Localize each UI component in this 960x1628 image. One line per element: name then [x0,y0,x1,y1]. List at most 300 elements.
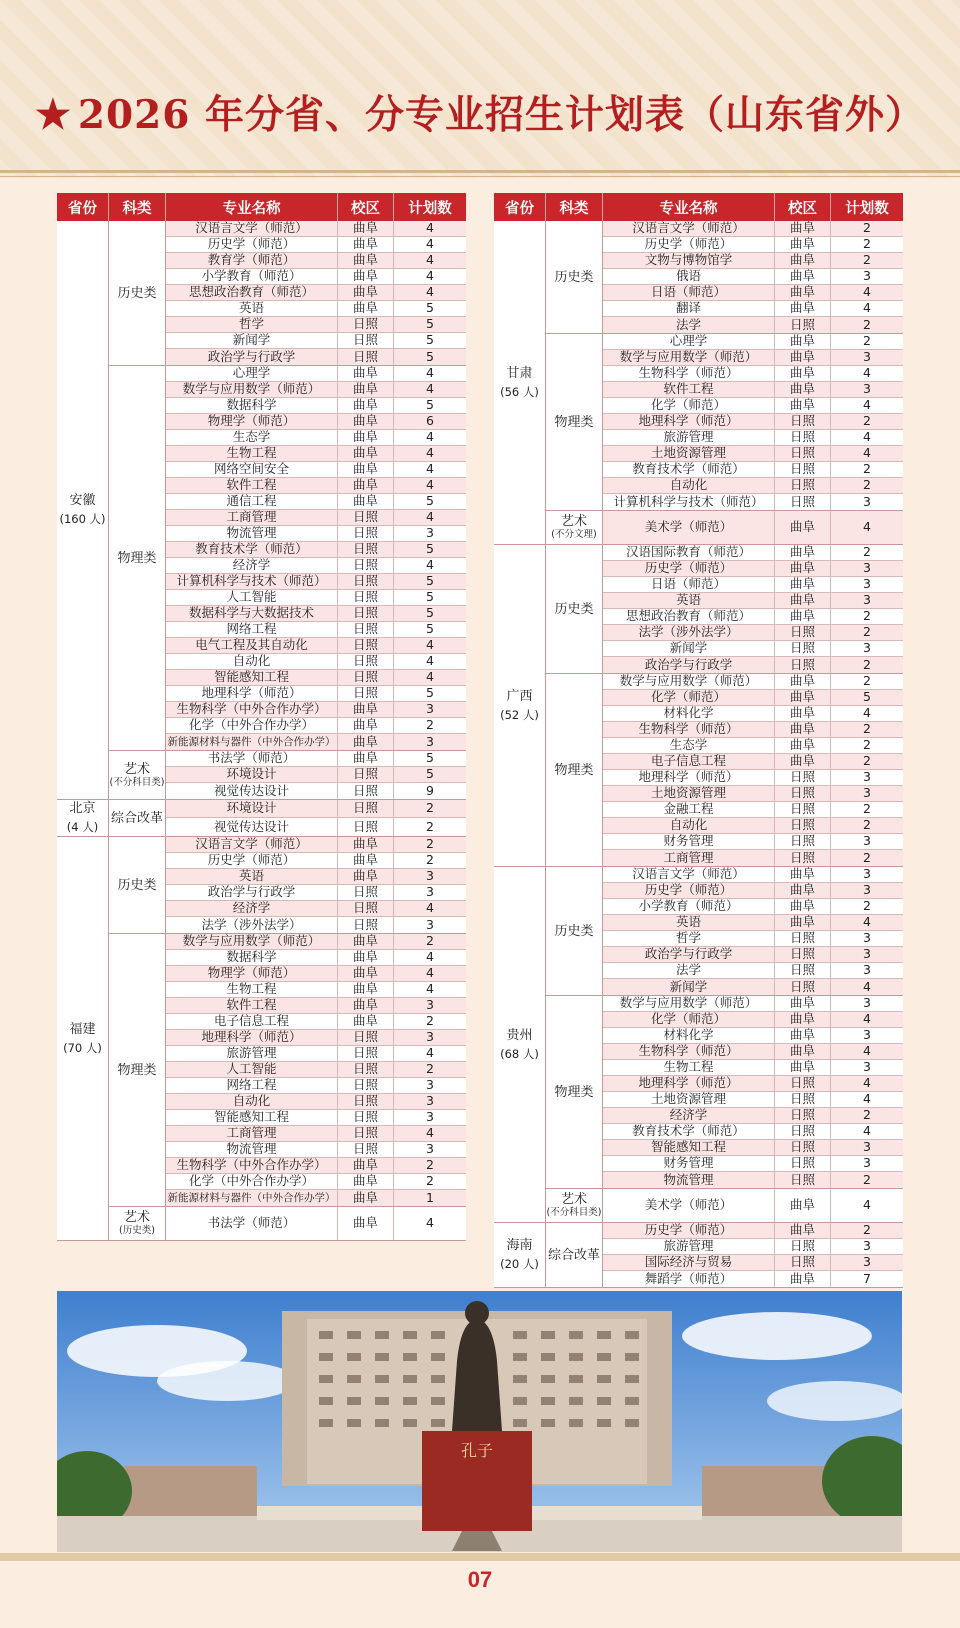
major-name: 生态学 [166,430,338,445]
campus: 曲阜 [775,398,831,413]
major-rows [166,934,466,1206]
campus: 曲阜 [775,722,831,737]
campus: 日照 [775,317,831,333]
plan-count: 4 [426,462,434,477]
campus: 日照 [338,317,394,332]
plan-count: 4 [426,237,434,252]
campus: 日照 [775,446,831,461]
table-row [166,526,466,542]
plan-count: 4 [426,510,434,525]
table-row [603,1271,903,1287]
table-row [603,1156,903,1172]
table-row [603,850,903,866]
major-name: 电子信息工程 [603,754,775,769]
campus: 日照 [775,947,831,962]
plan-count: 3 [426,702,434,717]
table-row [166,998,466,1014]
major-name: 生物科学（师范） [603,722,775,737]
table-row [603,334,903,350]
major-name: 英语 [166,869,338,884]
plan-count: 3 [863,1156,871,1171]
table-row [166,558,466,574]
major-name: 数据科学与大数据技术 [166,606,338,621]
table-row [166,510,466,526]
table-row [166,1158,466,1174]
table-row [603,786,903,802]
plan-count: 5 [426,349,434,364]
table-row [603,545,903,561]
campus: 曲阜 [775,561,831,576]
campus: 日照 [775,1076,831,1091]
plan-count: 3 [426,1078,434,1093]
category-note: (不分文理) [551,529,597,540]
table-row [166,1078,466,1094]
major-name: 新能源材料与器件（中外合作办学） [166,1190,338,1206]
table-row [166,494,466,510]
page-number: 07 [467,1567,493,1592]
campus: 日照 [338,1078,394,1093]
campus: 曲阜 [338,702,394,717]
campus: 日照 [775,834,831,849]
major-name: 历史学（师范） [603,1223,775,1238]
plan-count: 5 [426,767,434,782]
campus: 曲阜 [338,1207,394,1240]
major-name: 网络工程 [166,1078,338,1093]
campus: 日照 [338,1062,394,1077]
province-block [494,545,903,867]
plan-count: 3 [863,770,871,785]
major-name: 人工智能 [166,1062,338,1077]
campus: 曲阜 [338,734,394,750]
table-row [603,947,903,963]
plan-count: 3 [863,963,871,978]
campus: 日照 [775,641,831,656]
major-name: 历史学（师范） [603,561,775,576]
major-name: 土地资源管理 [603,1092,775,1107]
province-block [494,867,903,1223]
header-cell: 科类 [546,193,603,221]
major-name: 汉语国际教育（师范） [603,545,775,560]
major-rows [603,867,903,995]
plan-count: 4 [863,1124,871,1139]
major-name: 智能感知工程 [166,670,338,685]
campus: 曲阜 [338,494,394,509]
campus: 日照 [338,1110,394,1125]
table-row [603,641,903,657]
major-name: 英语 [603,593,775,608]
table-row [166,1174,466,1190]
table-row [603,1223,903,1239]
table-row [166,1094,466,1110]
province-name: 甘肃 [506,365,533,381]
plan-count: 4 [863,519,871,535]
plan-count: 3 [863,1239,871,1254]
header-cell: 校区 [338,193,394,221]
major-name: 数学与应用数学（师范） [166,934,338,949]
table-row [166,398,466,414]
table-header [57,193,466,221]
campus: 曲阜 [338,1174,394,1189]
category-cell [109,1207,166,1240]
table-row [166,885,466,901]
campus: 日照 [775,1140,831,1155]
statue-plaque-text: 孔子 [460,1441,494,1460]
major-name: 教育学（师范） [166,253,338,268]
table-row [603,561,903,577]
major-name: 教育技术学（师范） [166,542,338,557]
table-row [166,574,466,590]
major-name: 法学 [603,317,775,333]
category-cell [546,334,603,510]
table-row [603,1189,903,1222]
plan-count: 2 [863,738,871,753]
major-name: 历史学（师范） [166,853,338,868]
category-block [109,366,466,751]
major-name: 法学（涉外法学） [603,625,775,640]
plan-count: 4 [426,901,434,916]
major-name: 软件工程 [603,382,775,397]
table-row [603,963,903,979]
campus: 日照 [338,686,394,701]
major-name: 历史学（师范） [166,237,338,252]
plan-count: 4 [426,430,434,445]
table-row [166,382,466,398]
table-row [603,511,903,544]
category-name: 物理类 [554,414,594,430]
major-name: 书法学（师范） [166,751,338,766]
plan-count: 2 [863,1172,871,1187]
category-name: 历史类 [554,269,594,285]
plan-count: 2 [863,754,871,769]
category-block [546,334,903,511]
category-group [546,867,903,1222]
campus: 日照 [775,494,831,510]
plan-count: 2 [863,545,871,560]
campus: 曲阜 [338,430,394,445]
province-name: 广西 [506,688,533,704]
campus: 曲阜 [775,899,831,914]
major-name: 生物工程 [603,1060,775,1075]
campus: 曲阜 [775,382,831,397]
major-name: 工商管理 [166,1126,338,1141]
major-name: 舞蹈学（师范） [603,1271,775,1287]
plan-count: 5 [426,494,434,509]
plan-count: 5 [426,622,434,637]
campus: 曲阜 [775,577,831,592]
footer-band [0,1553,960,1561]
plan-count: 5 [426,590,434,605]
plan-count: 2 [863,253,871,268]
table-row [166,301,466,317]
major-rows [603,511,903,544]
major-name: 软件工程 [166,998,338,1013]
plan-count: 3 [863,1140,871,1155]
major-name: 汉语言文学（师范） [603,867,775,882]
category-block [546,1223,903,1287]
province-block [494,221,903,545]
table-row [603,382,903,398]
table-row [166,478,466,494]
plan-count: 4 [863,1092,871,1107]
major-name: 网络工程 [166,622,338,637]
campus: 曲阜 [775,334,831,349]
plan-count: 1 [426,1190,434,1205]
major-name: 物流管理 [603,1172,775,1188]
major-name: 物流管理 [166,1142,338,1157]
page-title-text: 2026 年分省、分专业招生计划表（山东省外） [77,92,925,138]
major-name: 环境设计 [166,767,338,782]
campus: 曲阜 [775,221,831,236]
province-count: (20 人) [500,1257,539,1271]
table-row [166,622,466,638]
major-name: 日语（师范） [603,577,775,592]
plan-count: 2 [426,1158,434,1173]
major-name: 美术学（师范） [603,1189,775,1222]
plan-count: 4 [863,285,871,300]
plan-count: 2 [863,1223,871,1238]
table-row [603,253,903,269]
admission-table-left [57,193,466,1241]
plan-count: 2 [426,800,434,816]
campus: 曲阜 [338,478,394,493]
campus: 日照 [775,979,831,995]
plan-count: 4 [863,430,871,445]
campus: 日照 [338,510,394,525]
category-name: 艺术 [560,514,587,529]
category-name: 历史类 [117,285,157,301]
table-row [166,446,466,462]
category-note: (历史类) [119,1225,155,1236]
table-row [603,366,903,382]
major-name: 哲学 [603,931,775,946]
major-name: 数学与应用数学（师范） [166,382,338,397]
major-name: 地理科学（师范） [603,1076,775,1091]
table-row [603,754,903,770]
campus: 日照 [338,1142,394,1157]
category-block [546,674,903,866]
major-name: 数学与应用数学（师范） [603,350,775,365]
campus: 曲阜 [338,853,394,868]
category-block [109,800,466,836]
province-count: (52 人) [500,707,539,722]
province-block [494,1223,903,1288]
campus: 日照 [338,638,394,653]
table-row [603,722,903,738]
major-name: 旅游管理 [603,430,775,445]
plan-count: 4 [863,366,871,381]
plan-count: 3 [426,998,434,1013]
major-name: 数据科学 [166,950,338,965]
major-rows [166,1207,466,1240]
plan-count: 3 [863,269,871,284]
plan-count: 5 [426,317,434,332]
table-row [166,1142,466,1158]
campus: 曲阜 [338,1014,394,1029]
category-note: (不分科目类) [546,1207,602,1218]
plan-count: 3 [426,734,434,749]
table-row [166,934,466,950]
plan-count: 6 [426,414,434,429]
plan-count: 4 [426,950,434,965]
header-cell: 专业名称 [166,193,338,221]
plan-count: 2 [863,1108,871,1123]
province-count: (56 人) [500,384,539,399]
category-name: 物理类 [554,1084,594,1100]
table-row [603,996,903,1012]
campus: 曲阜 [338,950,394,965]
major-name: 物理学（师范） [166,966,338,981]
campus: 曲阜 [338,221,394,236]
major-name: 俄语 [603,269,775,284]
major-rows [603,545,903,673]
category-block [109,221,466,366]
table-row [166,253,466,269]
campus: 日照 [775,931,831,946]
plan-count: 3 [863,786,871,801]
table-row [166,1126,466,1142]
table-row [603,494,903,510]
plan-count: 2 [863,414,871,429]
major-name: 自动化 [603,818,775,833]
table-row [603,690,903,706]
major-name: 工商管理 [603,850,775,866]
plan-count: 2 [863,674,871,689]
campus: 曲阜 [338,869,394,884]
campus: 曲阜 [775,253,831,268]
major-rows [166,751,466,799]
plan-count: 7 [863,1271,871,1286]
campus: 日照 [338,654,394,669]
plan-count: 2 [426,1062,434,1077]
major-rows [166,800,466,836]
campus: 曲阜 [775,738,831,753]
table-row [166,269,466,285]
table-row [603,1076,903,1092]
campus: 曲阜 [775,237,831,252]
major-name: 书法学（师范） [166,1207,338,1240]
category-cell [109,366,166,750]
category-cell [546,221,603,333]
campus: 曲阜 [775,301,831,316]
major-name: 智能感知工程 [603,1140,775,1155]
campus: 日照 [338,818,394,836]
table-header [494,193,903,221]
header-cell: 计划数 [831,193,903,221]
table-row [603,221,903,237]
category-group [109,800,466,836]
plan-count: 2 [863,802,871,817]
plan-count: 3 [863,1028,871,1043]
major-name: 政治学与行政学 [166,885,338,900]
table-row [603,867,903,883]
header-cell: 校区 [775,193,831,221]
table-row [603,915,903,931]
header-cell: 省份 [57,193,109,221]
category-block [546,221,903,334]
table-row [603,430,903,446]
campus: 日照 [775,802,831,817]
table-row [603,414,903,430]
major-name: 新能源材料与器件（中外合作办学） [166,734,338,750]
major-name: 心理学 [166,366,338,381]
plan-count: 2 [863,237,871,252]
category-cell [546,674,603,866]
major-name: 哲学 [166,317,338,332]
major-name: 思想政治教育（师范） [166,285,338,300]
province-name: 福建 [69,1021,96,1037]
major-name: 地理科学（师范） [603,770,775,785]
major-name: 软件工程 [166,478,338,493]
campus: 曲阜 [775,754,831,769]
major-name: 化学（中外合作办学） [166,718,338,733]
major-name: 政治学与行政学 [166,349,338,365]
campus: 日照 [775,462,831,477]
major-name: 电子信息工程 [166,1014,338,1029]
plan-count: 3 [426,1094,434,1109]
major-name: 数据科学 [166,398,338,413]
campus-photo [57,1291,902,1552]
plan-count: 3 [426,917,434,932]
plan-count: 4 [426,285,434,300]
major-name: 旅游管理 [166,1046,338,1061]
plan-count: 2 [426,1174,434,1189]
major-name: 材料化学 [603,706,775,721]
campus: 日照 [338,590,394,605]
plan-count: 2 [863,317,871,332]
major-name: 心理学 [603,334,775,349]
category-name: 综合改革 [547,1247,600,1263]
campus: 曲阜 [338,414,394,429]
plan-count: 2 [863,462,871,477]
plan-count: 4 [426,1046,434,1061]
table-row [166,734,466,750]
campus: 曲阜 [338,462,394,477]
plan-count: 4 [426,366,434,381]
major-name: 法学 [603,963,775,978]
plan-count: 2 [863,478,871,493]
category-name: 艺术 [560,1192,587,1207]
major-rows [603,996,903,1188]
major-rows [166,221,466,365]
table-row [603,738,903,754]
major-name: 生物科学（中外合作办学） [166,702,338,717]
plan-count: 5 [426,398,434,413]
major-name: 财务管理 [603,1156,775,1171]
major-name: 土地资源管理 [603,786,775,801]
major-name: 美术学（师范） [603,511,775,544]
campus: 日照 [338,885,394,900]
plan-count: 4 [426,221,434,236]
province-count: (68 人) [500,1046,539,1061]
major-name: 政治学与行政学 [603,657,775,673]
table-row [603,317,903,333]
plan-count: 4 [426,558,434,573]
table-row [603,625,903,641]
category-name: 历史类 [554,923,594,939]
major-name: 英语 [603,915,775,930]
category-cell [546,545,603,673]
major-name: 视觉传达设计 [166,783,338,799]
category-block [109,751,466,799]
major-name: 化学（师范） [603,690,775,705]
campus: 曲阜 [338,398,394,413]
plan-count: 3 [426,1030,434,1045]
major-rows [166,366,466,750]
admission-table-right [494,193,903,1288]
major-name: 工商管理 [166,510,338,525]
table-row [603,834,903,850]
table-row [166,462,466,478]
